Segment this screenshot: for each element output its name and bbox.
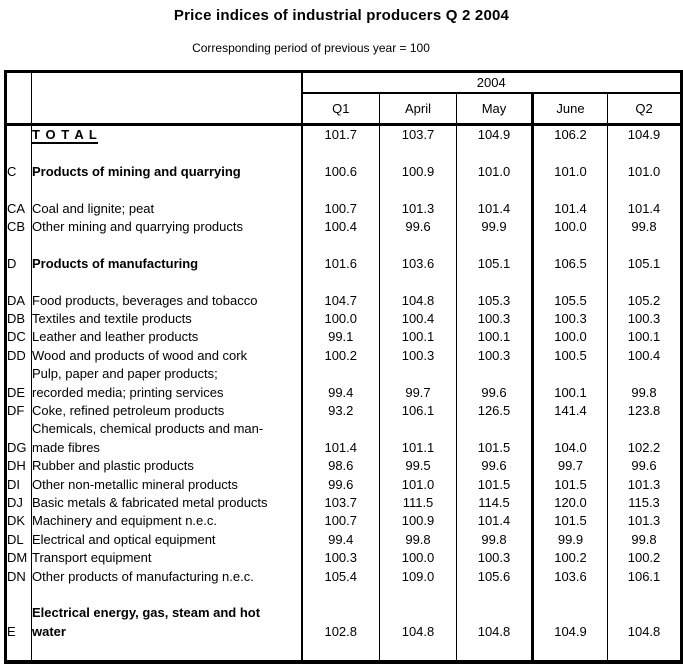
- value-cell: [608, 181, 682, 199]
- row-name: Transport equipment: [32, 549, 302, 567]
- value-cell: [302, 604, 380, 622]
- row-code: [6, 365, 32, 383]
- value-cell: [380, 604, 457, 622]
- value-cell: 100.4: [627, 347, 661, 363]
- value-cell: [302, 273, 380, 291]
- value-cell: 101.5: [533, 476, 608, 494]
- row-code: CA: [6, 200, 32, 218]
- value-cell: 106.1: [627, 568, 661, 584]
- table-row: [6, 365, 682, 383]
- value-cell: 104.8: [457, 623, 533, 641]
- value-cell: [380, 273, 457, 291]
- value-cell: 99.1: [302, 328, 380, 346]
- value-cell: 102.8: [302, 623, 380, 641]
- value-cell: [533, 181, 608, 199]
- row-name: Other products of manufacturing n.e.c.: [32, 568, 302, 586]
- table-row: [6, 200, 682, 218]
- value-cell: 101.5: [533, 512, 608, 530]
- value-cell: [457, 365, 533, 383]
- value-cell: 93.2: [302, 402, 380, 420]
- value-cell: 100.5: [533, 347, 608, 365]
- row-name: Wood and products of wood and cork: [32, 347, 302, 365]
- value-cell: 103.7: [380, 125, 457, 145]
- value-cell: 104.8: [380, 292, 457, 310]
- value-cell: 101.4: [627, 200, 661, 216]
- value-cell: 100.0: [380, 549, 457, 567]
- value-cell: 101.6: [302, 255, 380, 273]
- page-subtitle: Corresponding period of previous year = 100: [192, 41, 430, 55]
- table-row: [6, 568, 682, 586]
- value-cell: 103.6: [380, 255, 457, 273]
- value-cell: 100.2: [302, 347, 380, 365]
- row-name: Electrical and optical equipment: [32, 531, 302, 549]
- value-cell: 101.4: [457, 512, 533, 530]
- value-cell: [457, 236, 533, 254]
- value-cell: [457, 181, 533, 199]
- value-cell: 100.1: [380, 328, 457, 346]
- value-cell: 100.3: [457, 549, 533, 567]
- table-row: [6, 181, 682, 199]
- row-code: [6, 586, 32, 604]
- value-cell: 101.0: [457, 163, 533, 181]
- value-cell: [380, 236, 457, 254]
- row-name: [32, 641, 302, 661]
- row-name: Leather and leather products: [32, 328, 302, 346]
- row-name: Textiles and textile products: [32, 310, 302, 328]
- price-index-table: [4, 70, 683, 664]
- value-cell: 99.6: [380, 218, 457, 236]
- value-cell: [533, 641, 608, 661]
- row-code: [6, 236, 32, 254]
- value-cell: 141.4: [533, 402, 608, 420]
- value-cell: 100.3: [627, 311, 661, 326]
- table-row: [6, 163, 682, 181]
- col-header-q2: Q2: [608, 93, 682, 125]
- value-cell: 104.9: [457, 125, 533, 145]
- value-cell: 123.8: [627, 403, 661, 419]
- value-cell: 104.9: [533, 623, 608, 641]
- value-cell: [608, 586, 682, 604]
- value-cell: 104.8: [627, 623, 661, 639]
- value-cell: 100.3: [457, 347, 533, 365]
- value-cell: 109.0: [380, 568, 457, 586]
- table-row: [6, 292, 682, 310]
- value-cell: [380, 144, 457, 162]
- value-cell: 101.7: [302, 125, 380, 145]
- value-cell: [302, 586, 380, 604]
- row-name: Other non-metallic mineral products: [32, 476, 302, 494]
- row-code: DA: [6, 292, 32, 310]
- row-code: DG: [6, 439, 32, 457]
- row-name: Electrical energy, gas, steam and hot: [32, 604, 302, 622]
- value-cell: 99.6: [302, 476, 380, 494]
- row-code: [6, 273, 32, 291]
- table-row: [6, 236, 682, 254]
- value-cell: 100.9: [380, 512, 457, 530]
- value-cell: 99.7: [380, 384, 457, 402]
- value-cell: [302, 144, 380, 162]
- value-cell: [533, 236, 608, 254]
- row-code: [6, 641, 32, 661]
- value-cell: 100.3: [380, 347, 457, 365]
- header-name-cell: [32, 72, 302, 125]
- value-cell: 99.6: [631, 458, 657, 474]
- value-cell: 100.3: [302, 549, 380, 567]
- row-code: DK: [6, 512, 32, 530]
- row-name: Products of manufacturing: [32, 255, 302, 273]
- value-cell: [302, 181, 380, 199]
- value-cell: [608, 236, 682, 254]
- value-cell: [302, 236, 380, 254]
- value-cell: 101.4: [457, 200, 533, 218]
- row-name: recorded media; printing services: [32, 384, 302, 402]
- row-code: DC: [6, 328, 32, 346]
- value-cell: 99.5: [380, 457, 457, 475]
- value-cell: 101.3: [380, 200, 457, 218]
- value-cell: 106.1: [380, 402, 457, 420]
- row-name: [32, 144, 302, 162]
- col-header-june: June: [533, 93, 608, 125]
- value-cell: 101.5: [457, 439, 533, 457]
- value-cell: 101.0: [627, 163, 661, 179]
- row-code: [6, 125, 32, 145]
- value-cell: 105.1: [457, 255, 533, 273]
- table-row: [6, 310, 682, 328]
- row-code: DJ: [6, 494, 32, 512]
- value-cell: 99.6: [457, 457, 533, 475]
- value-cell: 101.0: [533, 163, 608, 181]
- year-header: 2004: [302, 72, 682, 94]
- value-cell: 105.2: [627, 292, 661, 308]
- row-code: [6, 420, 32, 438]
- table-row: [6, 457, 682, 475]
- row-code: [6, 144, 32, 162]
- row-name: Pulp, paper and paper products;: [32, 365, 302, 383]
- value-cell: 99.7: [533, 457, 608, 475]
- row-name: Other mining and quarrying products: [32, 218, 302, 236]
- value-cell: [302, 365, 380, 383]
- value-cell: 100.9: [380, 163, 457, 181]
- value-cell: [457, 273, 533, 291]
- value-cell: 99.9: [533, 531, 608, 549]
- row-name: [32, 273, 302, 291]
- value-cell: [380, 641, 457, 661]
- row-name: Machinery and equipment n.e.c.: [32, 512, 302, 530]
- table-row: [6, 255, 682, 273]
- row-name: water: [32, 623, 302, 641]
- value-cell: 98.6: [302, 457, 380, 475]
- row-code: DD: [6, 347, 32, 365]
- table-row: [6, 641, 682, 661]
- row-name: Food products, beverages and tobacco: [32, 292, 302, 310]
- value-cell: 100.1: [457, 328, 533, 346]
- value-cell: 100.3: [533, 310, 608, 328]
- row-code: DL: [6, 531, 32, 549]
- value-cell: 102.2: [627, 439, 661, 455]
- value-cell: [608, 273, 682, 291]
- value-cell: [608, 604, 682, 622]
- value-cell: [608, 144, 682, 162]
- value-cell: 99.6: [457, 384, 533, 402]
- value-cell: 101.0: [380, 476, 457, 494]
- value-cell: 105.3: [457, 292, 533, 310]
- row-code: DB: [6, 310, 32, 328]
- row-name: Chemicals, chemical products and man-: [32, 420, 302, 438]
- value-cell: 100.2: [533, 549, 608, 567]
- value-cell: 105.6: [457, 568, 533, 586]
- value-cell: [380, 420, 457, 438]
- value-cell: 100.0: [533, 328, 608, 346]
- value-cell: 100.1: [533, 384, 608, 402]
- value-cell: [533, 586, 608, 604]
- row-code: [6, 181, 32, 199]
- value-cell: 99.4: [302, 384, 380, 402]
- col-header-q1: Q1: [302, 93, 380, 125]
- total-label: T O T A L: [32, 127, 98, 142]
- value-cell: 111.5: [380, 494, 457, 512]
- value-cell: [533, 365, 608, 383]
- row-name: [32, 586, 302, 604]
- value-cell: [457, 641, 533, 661]
- value-cell: 105.5: [533, 292, 608, 310]
- value-cell: 99.8: [631, 384, 657, 400]
- row-code: D: [6, 255, 32, 273]
- value-cell: [302, 641, 380, 661]
- table-row: [6, 218, 682, 236]
- value-cell: [380, 586, 457, 604]
- row-name: Coke, refined petroleum products: [32, 402, 302, 420]
- value-cell: 104.7: [302, 292, 380, 310]
- value-cell: 99.4: [302, 531, 380, 549]
- value-cell: 126.5: [457, 402, 533, 420]
- table-row: [6, 439, 682, 457]
- row-code: DH: [6, 457, 32, 475]
- row-name: [32, 181, 302, 199]
- row-name: Coal and lignite; peat: [32, 200, 302, 218]
- value-cell: 101.5: [457, 476, 533, 494]
- value-cell: 106.5: [533, 255, 608, 273]
- table-row: [6, 494, 682, 512]
- value-cell: [533, 144, 608, 162]
- row-code: C: [6, 163, 32, 181]
- value-cell: 100.4: [302, 218, 380, 236]
- row-code: DE: [6, 384, 32, 402]
- value-cell: [380, 181, 457, 199]
- row-name: [32, 236, 302, 254]
- value-cell: 101.1: [380, 439, 457, 457]
- value-cell: 105.4: [302, 568, 380, 586]
- table-row: [6, 125, 682, 145]
- value-cell: 103.6: [533, 568, 608, 586]
- value-cell: 99.8: [380, 531, 457, 549]
- table-row: [6, 328, 682, 346]
- value-cell: [533, 420, 608, 438]
- value-cell: 100.4: [380, 310, 457, 328]
- value-cell: 115.3: [628, 495, 660, 511]
- value-cell: [457, 586, 533, 604]
- row-code: [6, 604, 32, 622]
- value-cell: 101.4: [533, 200, 608, 218]
- row-code: DN: [6, 568, 32, 586]
- value-cell: [608, 365, 682, 383]
- page-title: Price indices of industrial producers Q 2 2004: [173, 7, 510, 24]
- value-cell: 100.0: [302, 310, 380, 328]
- table-row: [6, 273, 682, 291]
- value-cell: 105.1: [627, 255, 661, 271]
- table-row: [6, 347, 682, 365]
- row-name: Products of mining and quarrying: [32, 163, 302, 181]
- value-cell: 100.2: [627, 550, 661, 566]
- row-name: [32, 125, 302, 145]
- table-row: [6, 384, 682, 402]
- value-cell: 100.7: [302, 200, 380, 218]
- value-cell: 99.8: [631, 219, 657, 234]
- table-row: [6, 144, 682, 162]
- row-name: Basic metals & fabricated metal products: [32, 494, 302, 512]
- row-code: DM: [6, 549, 32, 567]
- col-header-april: April: [380, 93, 457, 125]
- value-cell: [457, 420, 533, 438]
- row-code: DF: [6, 402, 32, 420]
- row-name: Rubber and plastic products: [32, 457, 302, 475]
- table-header-year-row: [6, 72, 682, 94]
- value-cell: 100.0: [533, 218, 608, 236]
- value-cell: 104.8: [380, 623, 457, 641]
- value-cell: 120.0: [533, 494, 608, 512]
- table-row: [6, 476, 682, 494]
- value-cell: 103.7: [302, 494, 380, 512]
- value-cell: 114.5: [457, 494, 533, 512]
- value-cell: 100.7: [302, 512, 380, 530]
- table-row: [6, 586, 682, 604]
- table-row: [6, 531, 682, 549]
- value-cell: [380, 365, 457, 383]
- value-cell: 104.0: [533, 439, 608, 457]
- row-code: E: [6, 623, 32, 641]
- value-cell: [533, 604, 608, 622]
- table-row: [6, 549, 682, 567]
- value-cell: [302, 420, 380, 438]
- value-cell: 101.3: [627, 513, 661, 529]
- table-row: [6, 420, 682, 438]
- value-cell: 101.3: [627, 476, 661, 492]
- value-cell: 101.4: [302, 439, 380, 457]
- value-cell: 99.9: [457, 218, 533, 236]
- value-cell: 99.8: [457, 531, 533, 549]
- value-cell: 100.6: [302, 163, 380, 181]
- value-cell: 99.8: [631, 531, 657, 547]
- value-cell: [457, 144, 533, 162]
- value-cell: 100.3: [457, 310, 533, 328]
- value-cell: [608, 420, 682, 438]
- table-row: [6, 402, 682, 420]
- value-cell: 100.1: [627, 329, 661, 345]
- value-cell: 104.9: [627, 127, 661, 142]
- table-row: [6, 604, 682, 622]
- header-code-cell: [6, 72, 32, 125]
- value-cell: [533, 273, 608, 291]
- value-cell: [608, 641, 682, 661]
- row-name: made fibres: [32, 439, 302, 457]
- value-cell: [457, 604, 533, 622]
- value-cell: 106.2: [533, 125, 608, 145]
- col-header-may: May: [457, 93, 533, 125]
- row-code: DI: [6, 476, 32, 494]
- row-code: CB: [6, 218, 32, 236]
- table-row: [6, 623, 682, 641]
- table-row: [6, 512, 682, 530]
